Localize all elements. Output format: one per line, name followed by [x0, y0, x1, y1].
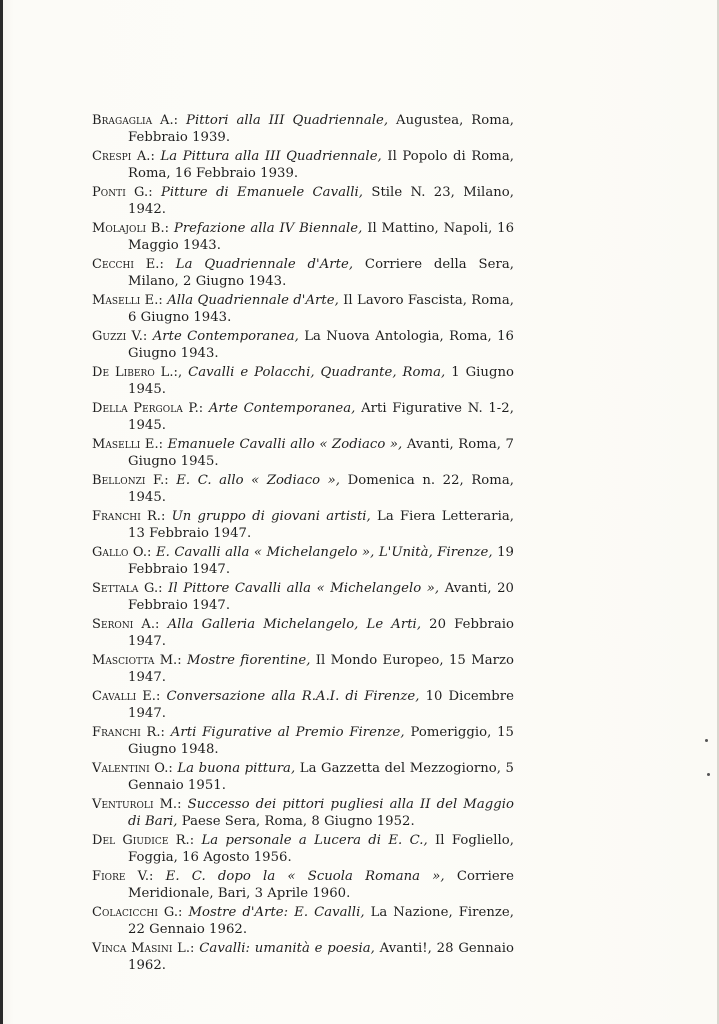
entry-author: Crespi A.:: [92, 149, 155, 164]
entry-source: La Gazzetta del Mezzogiorno, 5 Gennaio 1951.: [128, 761, 514, 793]
bibliography-entry: [92, 220, 514, 254]
entry-author: Bellonzi F.:: [92, 473, 169, 488]
entry-author: Masciotta M.:: [92, 653, 182, 668]
bibliography-entry: [92, 112, 514, 146]
entry-title: Alla Galleria Michelangelo, Le Arti,: [167, 617, 422, 632]
bibliography-entry: [92, 760, 514, 794]
bibliography-entry: [92, 328, 514, 362]
entry-title: Conversazione alla R.A.I. di Firenze,: [166, 689, 420, 704]
entry-source: Augustea, Roma, Febbraio 1939.: [128, 113, 514, 145]
entry-author: Franchi R.:: [92, 509, 166, 524]
entry-title: Un gruppo di giovani artisti,: [171, 509, 371, 524]
entry-source: 20 Febbraio 1947.: [128, 617, 514, 649]
entry-title: Alla Quadriennale d'Arte,: [167, 293, 339, 308]
entry-author: Venturoli M.:: [92, 797, 182, 812]
entry-title: La Pittura alla III Quadriennale,: [160, 149, 382, 164]
entry-title: Il Pittore Cavalli alla « Michelangelo »,: [168, 581, 440, 596]
entry-title: Emanuele Cavalli allo « Zodiaco »,: [167, 437, 403, 452]
scan-speck: [705, 739, 708, 742]
entry-author: Settala G.:: [92, 581, 163, 596]
entry-author: Vinca Masini L.:: [92, 941, 195, 956]
bibliography-entry: [92, 724, 514, 758]
entry-title: Cavalli e Polacchi, Quadrante, Roma,: [188, 365, 446, 380]
entry-source: 1 Giugno 1945.: [128, 365, 514, 397]
bibliography-entry: [92, 796, 514, 830]
entry-source: La Fiera Letteraria, 13 Febbraio 1947.: [128, 509, 514, 541]
entry-title: Arte Contemporanea,: [152, 329, 299, 344]
entry-source: Paese Sera, Roma, 8 Giugno 1952.: [177, 814, 415, 829]
entry-source: Arti Figurative N. 1-2, 1945.: [128, 401, 514, 433]
entry-author: Della Pergola P.:: [92, 401, 204, 416]
entry-source: Avanti, 20 Febbraio 1947.: [128, 581, 514, 613]
entry-author: Ponti G.:: [92, 185, 153, 200]
entry-title: Pitture di Emanuele Cavalli,: [160, 185, 364, 200]
entry-author: Cecchi E.:: [92, 257, 164, 272]
entry-title: Arte Contemporanea,: [208, 401, 356, 416]
entry-title: La Quadriennale d'Arte,: [175, 257, 354, 272]
entry-author: Guzzi V.:: [92, 329, 148, 344]
page-left-edge: [0, 0, 3, 1024]
entry-title: E. C. allo « Zodiaco »,: [176, 473, 341, 488]
entry-author: Fiore V.:: [92, 869, 154, 884]
bibliography-entry: [92, 148, 514, 182]
bibliography-entry: [92, 580, 514, 614]
entry-source: Corriere della Sera, Milano, 2 Giugno 1943.: [128, 257, 514, 289]
entry-source: La Nazione, Firenze, 22 Gennaio 1962.: [128, 905, 515, 937]
entry-title: E. Cavalli alla « Michelangelo », L'Unità, Firenze,: [155, 545, 493, 560]
bibliography-entry: [92, 364, 514, 398]
entry-source: Il Lavoro Fascista, Roma, 6 Giugno 1943.: [128, 293, 514, 325]
bibliography-entry: [92, 400, 514, 434]
entry-title: E. C. dopo la « Scuola Romana »,: [165, 869, 445, 884]
entry-author: Cavalli E.:: [92, 689, 161, 704]
entry-author: Del Giudice R.:: [92, 833, 195, 848]
entry-author: Bragaglia A.:: [92, 113, 179, 128]
entry-source: Il Fogliello, Foggia, 16 Agosto 1956.: [128, 833, 514, 865]
entry-title: Prefazione alla IV Biennale,: [173, 221, 363, 236]
entry-author: Colacicchi G.:: [92, 905, 183, 920]
entry-title: Arti Figurative al Premio Firenze,: [170, 725, 405, 740]
entry-title: Mostre fiorentine,: [187, 653, 311, 668]
bibliography-entry: [92, 508, 514, 542]
entry-source: La Nuova Antologia, Roma, 16 Giugno 1943.: [128, 329, 514, 361]
entry-source: Domenica n. 22, Roma, 1945.: [128, 473, 515, 505]
bibliography-entry: [92, 688, 514, 722]
bibliography-entry: [92, 436, 514, 470]
bibliography-entry: [92, 472, 514, 506]
entry-source: Avanti!, 28 Gennaio 1962.: [128, 941, 515, 973]
scan-speck: [707, 773, 710, 776]
entry-source: Il Mattino, Napoli, 16 Maggio 1943.: [128, 221, 515, 253]
entry-author: Molajoli B.:: [92, 221, 170, 236]
entry-author: Maselli E.:: [92, 293, 163, 308]
bibliography-entry: [92, 652, 514, 686]
entry-title: La personale a Lucera di E. C.,: [201, 833, 428, 848]
entry-title: Cavalli: umanità e poesia,: [199, 941, 375, 956]
entry-author: Franchi R.:: [92, 725, 165, 740]
bibliography-entry: [92, 256, 514, 290]
entry-source: 10 Dicembre 1947.: [128, 689, 514, 721]
bibliography-entry: [92, 544, 514, 578]
entry-title: La buona pittura,: [177, 761, 296, 776]
bibliography-list: [92, 112, 514, 976]
entry-source: 19 Febbraio 1947.: [128, 545, 514, 577]
bibliography-entry: [92, 832, 514, 866]
bibliography-entry: [92, 904, 514, 938]
entry-author: Gallo O.:: [92, 545, 152, 560]
bibliography-entry: [92, 868, 514, 902]
entry-title: Pittori alla III Quadriennale,: [186, 113, 389, 128]
bibliography-entry: [92, 292, 514, 326]
entry-source: Corriere Meridionale, Bari, 3 Aprile 1960.: [128, 869, 514, 901]
entry-author: De Libero L.:,: [92, 365, 183, 380]
entry-author: Seroni A.:: [92, 617, 160, 632]
entry-title: Successo dei pittori pugliesi alla II del Maggio di Bari,: [128, 797, 514, 829]
entry-title: Mostre d'Arte: E. Cavalli,: [188, 905, 365, 920]
bibliography-entry: [92, 184, 514, 218]
entry-author: Maselli E.:: [92, 437, 164, 452]
entry-source: Il Popolo di Roma, Roma, 16 Febbraio 1939.: [128, 149, 515, 181]
entry-source: Il Mondo Europeo, 15 Marzo 1947.: [128, 653, 514, 685]
entry-source: Avanti, Roma, 7 Giugno 1945.: [128, 437, 514, 469]
bibliography-entry: [92, 940, 514, 974]
entry-source: Stile N. 23, Milano, 1942.: [128, 185, 515, 217]
entry-source: Pomeriggio, 15 Giugno 1948.: [128, 725, 514, 757]
bibliography-entry: [92, 616, 514, 650]
entry-author: Valentini O.:: [92, 761, 173, 776]
